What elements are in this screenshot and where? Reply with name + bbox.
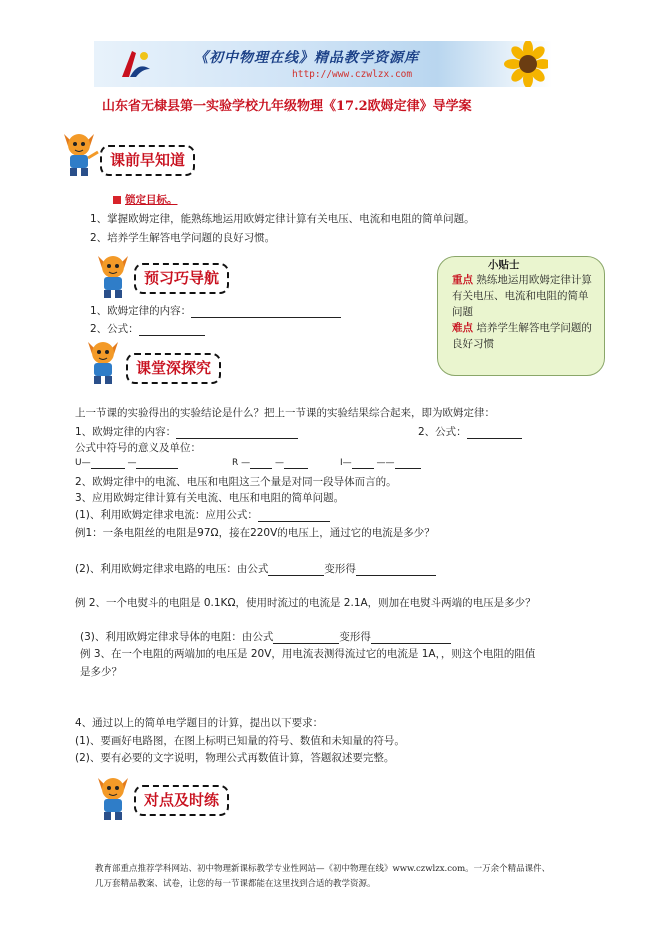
mascot-icon: [58, 128, 100, 178]
tip-title: 小贴士: [488, 259, 520, 271]
explore-part2-label-b: 变形得: [324, 563, 356, 575]
answer-blank[interactable]: [356, 563, 436, 576]
symbol-u: [75, 458, 178, 469]
explore-part1: [75, 507, 330, 522]
symbol-i-label: I—: [340, 458, 352, 468]
mascot-icon: [92, 250, 134, 300]
explore-part2: [75, 561, 436, 576]
answer-blank[interactable]: [136, 458, 178, 469]
symbol-i: [340, 458, 421, 469]
explore-law-label: 1、欧姆定律的内容：: [75, 426, 177, 438]
answer-blank[interactable]: [284, 458, 308, 469]
explore-formula: [418, 424, 522, 439]
section-heading-classroom-explore: 课堂深探究: [126, 353, 221, 384]
tip-body: [452, 272, 598, 352]
explore-intro: 上一节课的实验得出的实验结论是什么？把上一节课的实验结果综合起来，即为欧姆定律：: [75, 407, 495, 419]
footer: [95, 862, 595, 892]
symbol-r: [232, 458, 308, 469]
explore-note: 2、欧姆定律中的电流、电压和电阻这三个量是对同一段导体而言的。: [75, 476, 397, 488]
footer-line: 教育部重点推荐学科网站、初中物理新课标教学专业性网站—《初中物理在线》www.czwlzx.com。一万余个精品课件、: [95, 864, 551, 874]
example-2: 例 2、一个电熨斗的电阻是 0.1KΩ，使用时流过的电流是 2.1A，则加在电熨斗两端的电压是多少？: [75, 597, 536, 609]
requirement-item: (2)、要有必要的文字说明，物理公式再数值计算，答题叙述要完整。: [75, 752, 395, 764]
answer-blank[interactable]: [273, 631, 339, 644]
tip-key-focus: 重点: [452, 274, 473, 286]
answer-blank[interactable]: [268, 563, 324, 576]
answer-blank[interactable]: [258, 509, 330, 522]
tip-text-difficulty: 培养学生解答电学问题的良好习惯: [452, 322, 592, 350]
symbol-r-label: R —: [232, 458, 251, 468]
footer-line: 几万套精品教案、试卷，让您的每一节课都能在这里找到合适的教学资源。: [95, 879, 376, 889]
answer-blank[interactable]: [176, 426, 298, 439]
example-3: 例 3、在一个电阻的两端加的电压是 20V，用电流表测得流过它的电流是 1A，，则这个电阻的阻值: [80, 648, 536, 660]
requirements-heading: 4、通过以上的简单电学题目的计算，提出以下要求：: [75, 717, 324, 729]
answer-blank[interactable]: [371, 631, 451, 644]
example-1: 例1：一条电阻丝的电阻是97Ω，接在220V的电压上，通过它的电流是多少？: [75, 527, 435, 539]
explore-part1-label: (1)、利用欧姆定律求电流：应用公式：: [75, 509, 258, 521]
banner-url[interactable]: http://www.czwlzx.com: [292, 69, 413, 80]
section-heading-preview-guide: 预习巧导航: [134, 263, 229, 294]
answer-blank[interactable]: [139, 323, 205, 336]
symbol-u-label: U—: [75, 458, 91, 468]
mascot-icon: [92, 772, 134, 822]
explore-part3: [80, 629, 451, 644]
preview-question-formula: [90, 321, 205, 336]
explore-symbols: 公式中符号的意义及单位：: [75, 442, 201, 454]
preview-question-law: [90, 303, 341, 318]
requirement-item: (1)、要画好电路图，在图上标明已知量的符号、数值和未知量的符号。: [75, 735, 405, 747]
explore-part3-label-b: 变形得: [339, 631, 371, 643]
tip-text-focus: 熟练地运用欧姆定律计算有关电压、电流和电阻的简单问题: [452, 274, 592, 318]
goal-item: 1、掌握欧姆定律，能熟练地运用欧姆定律计算有关电压、电流和电阻的简单问题。: [90, 213, 475, 225]
site-logo-icon: [118, 47, 152, 81]
section-heading-practice: 对点及时练: [134, 785, 229, 816]
sunflower-icon: [490, 41, 548, 87]
explore-law: [75, 424, 298, 439]
answer-blank[interactable]: [191, 305, 341, 318]
bullet-icon: [113, 196, 121, 204]
answer-blank[interactable]: [395, 458, 421, 469]
tip-key-difficulty: 难点: [452, 322, 473, 334]
symbol-dash: —: [385, 458, 395, 468]
explore-part2-label: (2)、利用欧姆定律求电路的电压：由公式: [75, 563, 269, 575]
section-heading-preview-knowledge: 课前早知道: [100, 145, 195, 176]
explore-application: 3、应用欧姆定律计算有关电流、电压和电阻的简单问题。: [75, 492, 345, 504]
preview-question-label: 2、公式：: [90, 323, 139, 335]
page-title: 山东省无棣县第一实验学校九年级物理《17.2欧姆定律》导学案: [102, 99, 472, 114]
explore-part3-label: (3)、利用欧姆定律求导体的电阻：由公式: [80, 631, 274, 643]
mascot-icon: [82, 336, 124, 386]
answer-blank[interactable]: [467, 426, 522, 439]
goal-item: 2、培养学生解答电学问题的良好习惯。: [90, 232, 276, 244]
explore-formula-label: 2、公式：: [418, 426, 467, 438]
goals-heading: 锁定目标。: [125, 194, 178, 206]
symbol-dash: —: [127, 458, 137, 468]
answer-blank[interactable]: [352, 458, 374, 469]
answer-blank[interactable]: [250, 458, 272, 469]
example-3-cont: 是多少？: [80, 666, 122, 678]
banner: [94, 41, 552, 87]
answer-blank[interactable]: [91, 458, 125, 469]
symbol-dash: —: [376, 458, 386, 468]
preview-question-label: 1、欧姆定律的内容：: [90, 305, 192, 317]
banner-title: 《初中物理在线》精品教学资源库: [194, 50, 419, 66]
symbol-dash: —: [275, 458, 284, 468]
